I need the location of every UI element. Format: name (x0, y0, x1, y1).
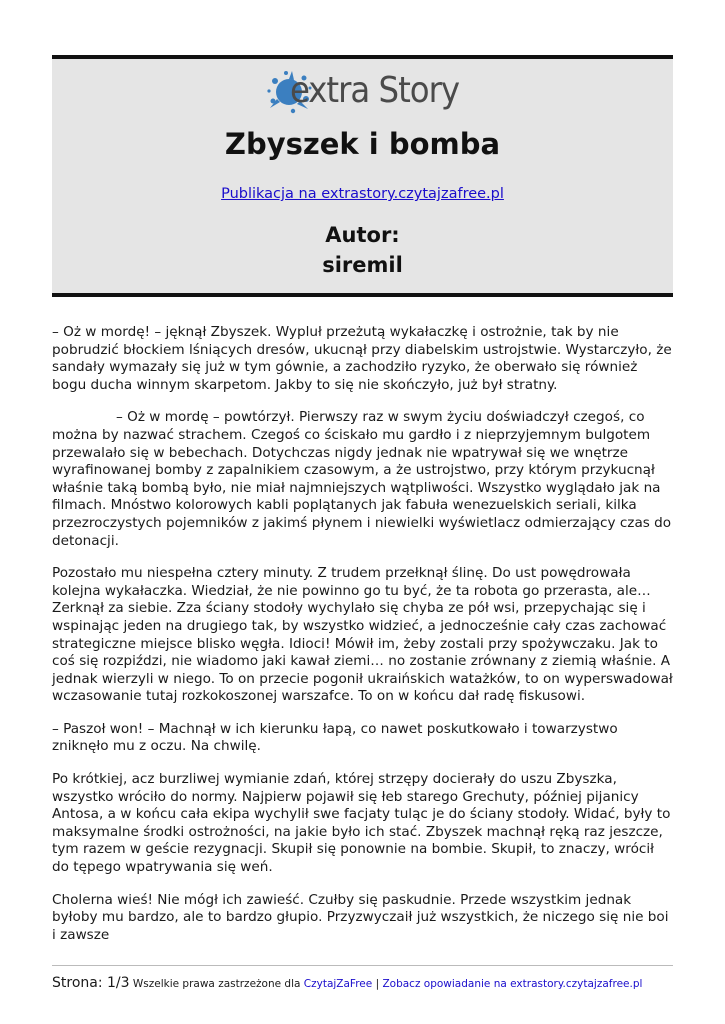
footer (52, 975, 692, 991)
logo (52, 67, 673, 119)
footer-divider (52, 965, 673, 966)
rights-text: Wszelkie prawa zastrzeżone dla (132, 978, 301, 990)
paragraph: – Oż w mordę! – jęknął Zbyszek. Wypluł przeżutą wykałaczkę i ostrożnie, tak by nie pobrudzić błockiem lśniących dresów, ukucnął przy diabelskim ustrojstwie. Wystarczyło, że sandały wymazały się już w tym gównie, a zachodziło ryzyko, że oberwało się również bogu ducha winnym skarpetom. Jakby to się nie skończyło, już był stratny. (52, 324, 672, 393)
author-name: siremil (322, 253, 403, 277)
page-number: Strona: 1/3 (52, 975, 130, 991)
publication-link[interactable]: Publikacja na extrastory.czytajzafree.pl (221, 186, 504, 202)
paragraph: – Oż w mordę – powtórzył. Pierwszy raz w swym życiu doświadczył czegoś, co można by nazwać strachem. Czegoś co ściskało mu gardło i z nieprzyjemnym bulgotem przewalało się w bebechach. Dotychczas nigdy jednak nie wpatrywał się we wnętrze wyrafinowanej bomby z zapalnikiem czasowym, a że ustrojstwo, przy którym przykucnął właśnie taką bombą było, nie miał najmniejszych wątpliwości. Wszystko wyglądało jak na filmach. Mnóstwo kolorowych kabli poplątanych jak fabuła wenezuelskich seriali, kilka przezroczystych pojemników z jakimś płynem i niewielki wyświetlacz odmierzający czas do detonacji. (52, 409, 672, 549)
story-content (52, 324, 674, 959)
paragraph: Pozostało mu niespełna cztery minuty. Z trudem przełknął ślinę. Do ust powędrowała kolejna wykałaczka. Wiedział, że nie powinno go tu być, że ta robota go przerasta, ale… Zerknął za siebie. Zza ściany stodoły wychylało się chyba ze pół wsi, przepychając się i wspinając jeden na drugiego tak, by wszystko widzieć, a jednocześnie cały czas zachować strategiczne miejsce blisko węgła. Idioci! Mówił im, żeby zostali przy spożywczaku. Jak to coś się rozpiździ, nie wiadomo jaki kawał ziemi… no zostanie zrównany z ziemią właśnie. A jednak wierzyli w niego. To on przecie pogonił ukraińskich watażków, to on wyperswadował wczasowanie tutaj rozkokoszonej warszafce. To on w końcu dał radę fiskusowi. (52, 565, 673, 705)
footer-separator: | (375, 978, 380, 990)
logo-text: extra Story (289, 69, 460, 111)
paragraph: – Paszoł won! – Machnął w ich kierunku łapą, co nawet poskutkowało i towarzystwo zniknęło mu z oczu. Na chwilę. (52, 720, 618, 755)
paragraph: Po krótkiej, acz burzliwej wymianie zdań, której strzępy docierały do uszu Zbyszka, wszystko wróciło do normy. Najpierw pojawił się łeb starego Grechuty, później pijanicy Antosa, a w końcu cała ekipa wychylił swe facjaty tuląc je do ściany stodoły. Widać, były to maksymalne środki ostrożności, na jakie było ich stać. Zbyszek machnął ręką raz jeszcze, tym razem w geście rezygnacji. Skupił się ponownie na bombie. Skupił, to znaczy, wrócił do tępego wpatrywania się weń. (52, 771, 671, 876)
story-link[interactable]: Zobacz opowiadanie na extrastory.czytajzafree.pl (382, 978, 643, 990)
rights-holder-link[interactable]: CzytajZaFree (303, 978, 373, 990)
header-box (52, 55, 673, 297)
paragraph: Cholerna wieś! Nie mógł ich zawieść. Czułby się paskudnie. Przede wszystkim jednak byłoby mu bardzo, ale to bardzo głupio. Przyzwyczaił już wszystkich, że niczego się nie boi i zawsze (52, 891, 669, 943)
author-label: Autor: (325, 223, 400, 247)
story-title: Zbyszek i bomba (224, 127, 501, 161)
